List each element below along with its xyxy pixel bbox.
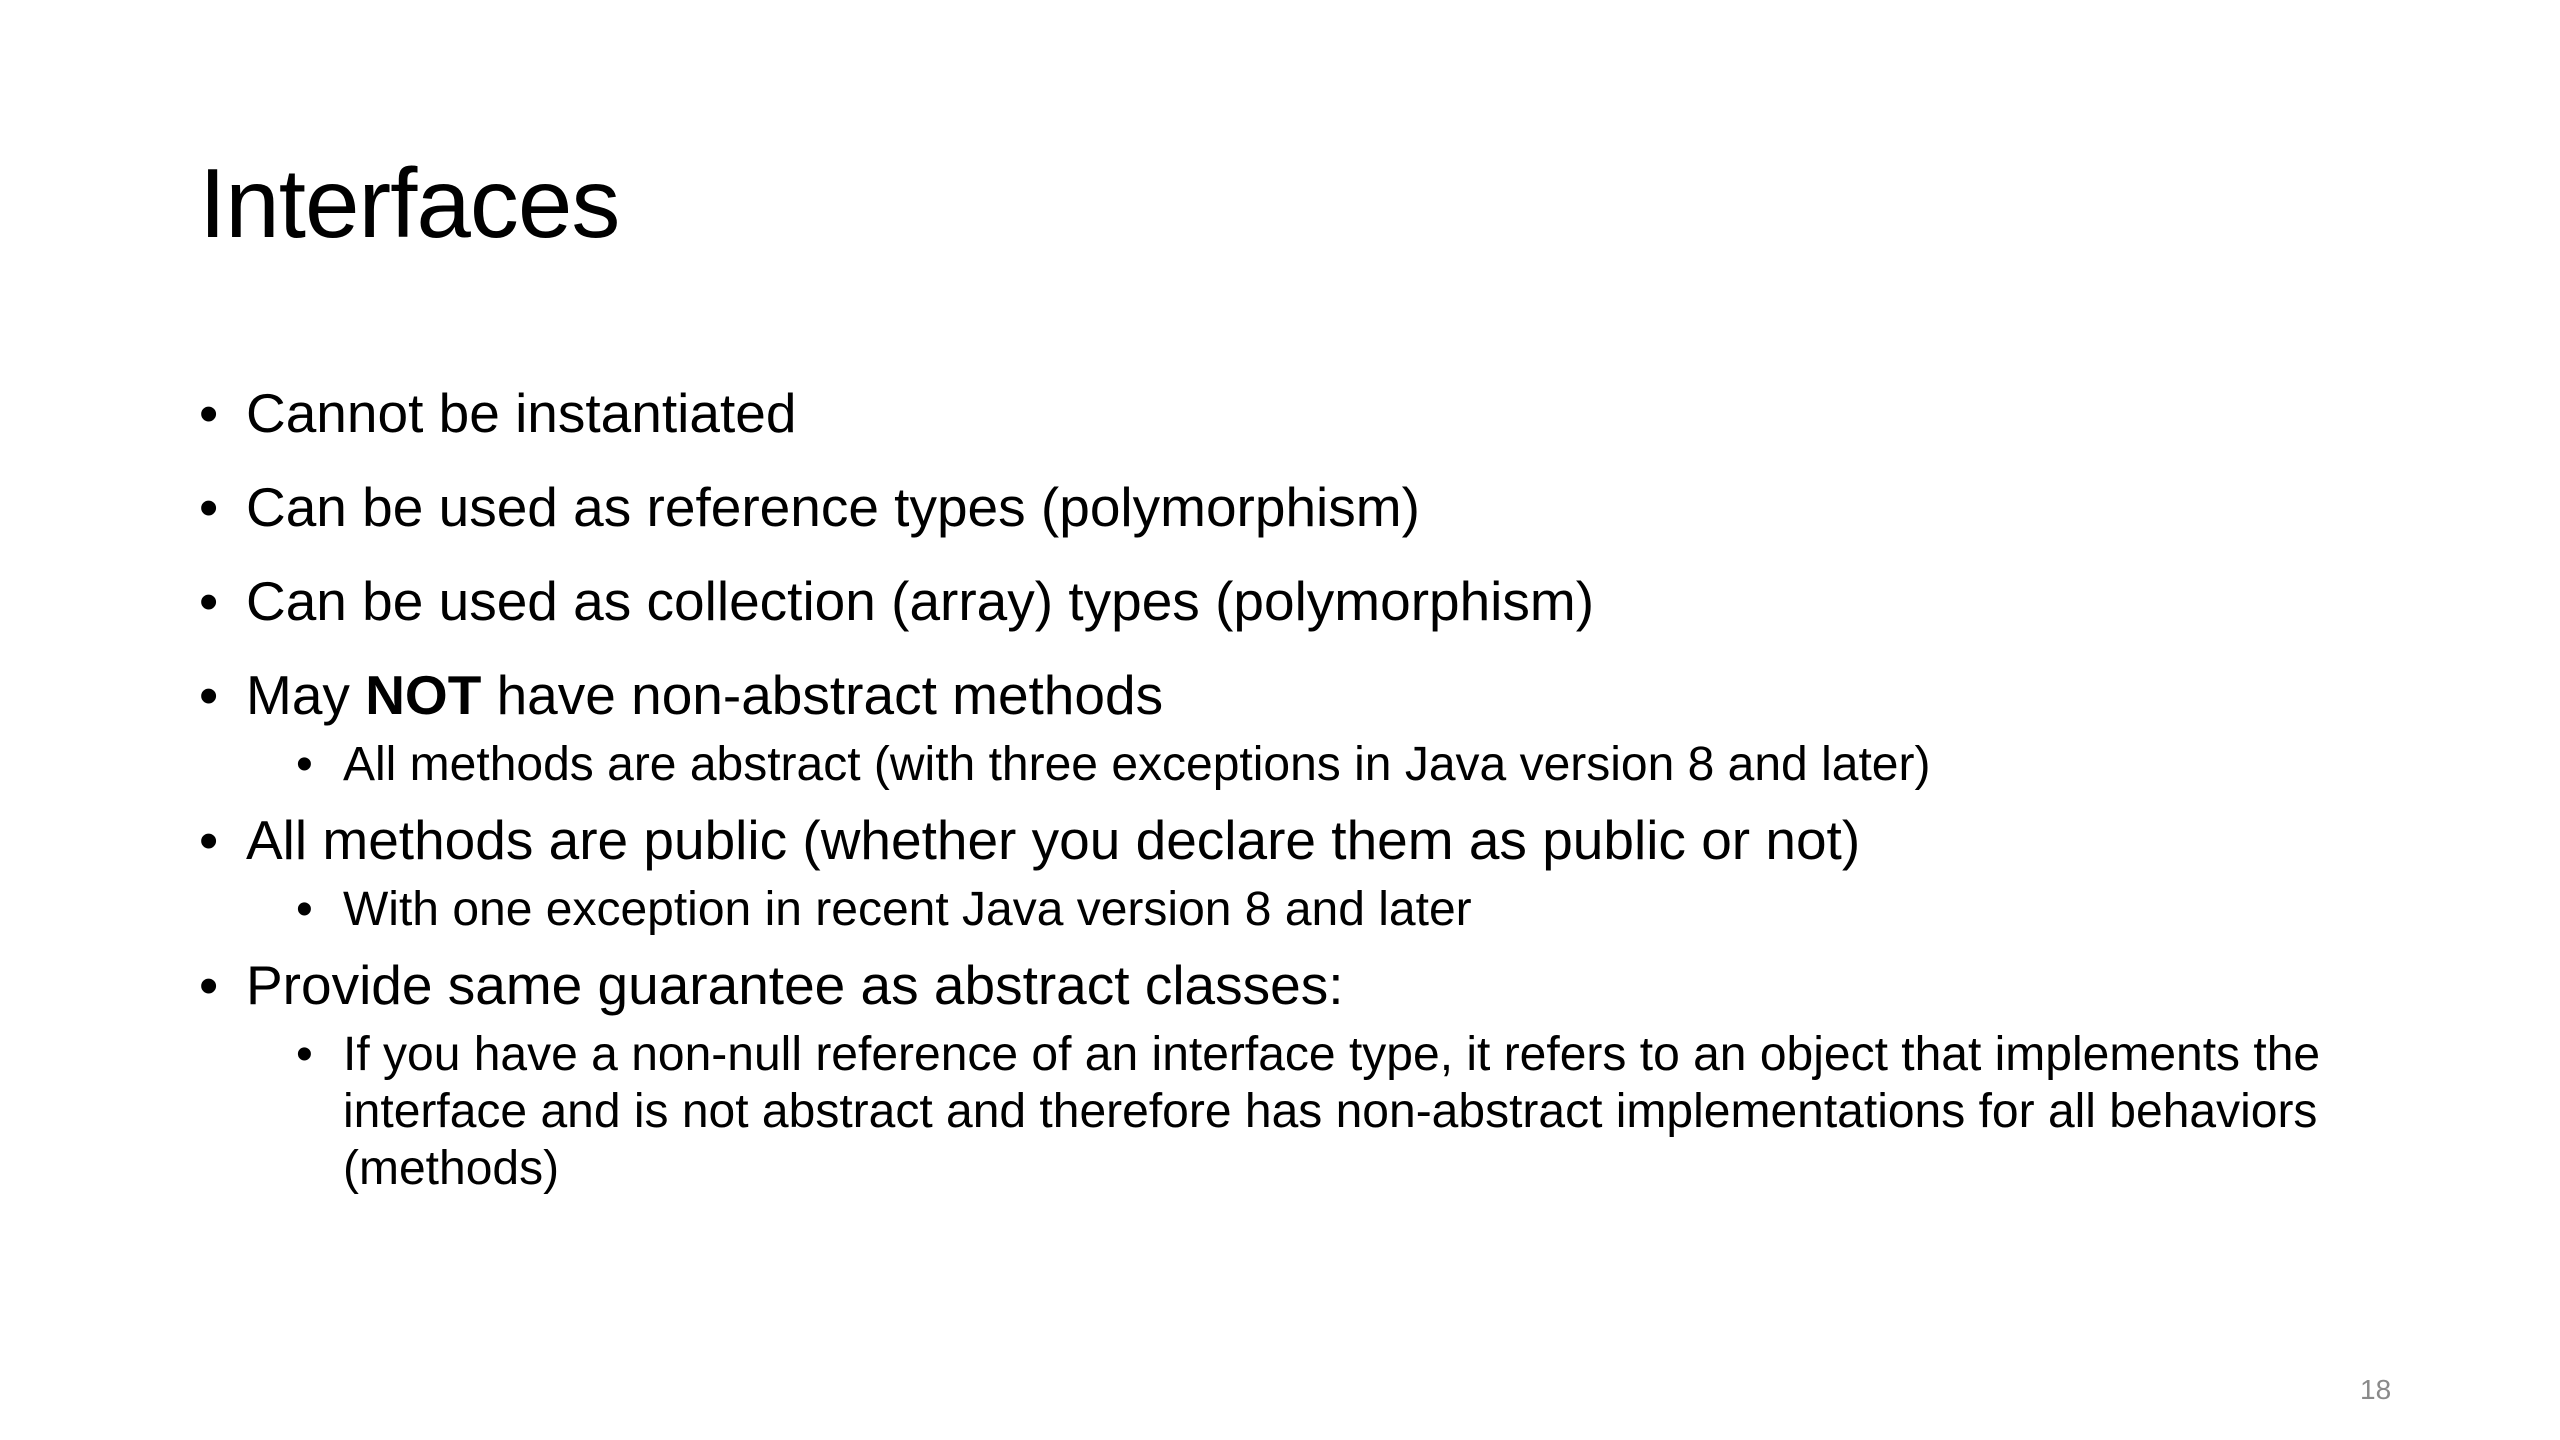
bullet-dot-icon: • — [199, 664, 219, 726]
bullet-list — [199, 380, 2399, 1211]
sub-bullet-item — [199, 736, 2399, 793]
bullet-text: All methods are public (whether you declare them as public or not) — [246, 809, 1861, 871]
sub-bullet-item — [199, 881, 2399, 938]
sub-bullet-item — [199, 1026, 2423, 1197]
bullet-dot-icon: • — [199, 954, 219, 1016]
sub-bullet-dot-icon: • — [296, 1028, 313, 1081]
sub-bullet-list — [199, 881, 2399, 938]
bullet-dot-icon: • — [199, 809, 219, 871]
sub-bullet-text: If you have a non-null reference of an interface type, it refers to an object that implements the interface and is not abstract and therefore has non-abstract implementations for all behaviors (methods) — [343, 1028, 2321, 1195]
bullet-text: Can be used as reference types (polymorphism) — [246, 476, 1420, 538]
sub-bullet-dot-icon: • — [296, 883, 313, 936]
bullet-text-prefix: May — [246, 664, 366, 726]
sub-bullet-list — [199, 736, 2399, 793]
bullet-item — [199, 952, 2399, 1018]
slide-title: Interfaces — [199, 148, 620, 258]
bullet-text: Provide same guarantee as abstract classes: — [246, 954, 1344, 1016]
page-number: 18 — [2360, 1374, 2392, 1405]
bullet-item — [199, 662, 2399, 728]
bullet-text: Cannot be instantiated — [246, 382, 797, 444]
sub-bullet-list — [199, 1026, 2399, 1197]
bullet-item — [199, 568, 2399, 634]
sub-bullet-text: With one exception in recent Java version 8 and later — [343, 883, 1472, 936]
bullet-dot-icon: • — [199, 570, 219, 632]
sub-bullet-text: All methods are abstract (with three exceptions in Java version 8 and later) — [343, 738, 1931, 791]
bullet-emphasis: NOT — [365, 664, 482, 726]
bullet-text: Can be used as collection (array) types (polymorphism) — [246, 570, 1595, 632]
sub-bullet-dot-icon: • — [296, 738, 313, 791]
bullet-item — [199, 474, 2399, 540]
bullet-item — [199, 380, 2399, 446]
bullet-text-suffix: have non-abstract methods — [481, 664, 1164, 726]
bullet-dot-icon: • — [199, 476, 219, 538]
bullet-item — [199, 807, 2399, 873]
bullet-dot-icon: • — [199, 382, 219, 444]
